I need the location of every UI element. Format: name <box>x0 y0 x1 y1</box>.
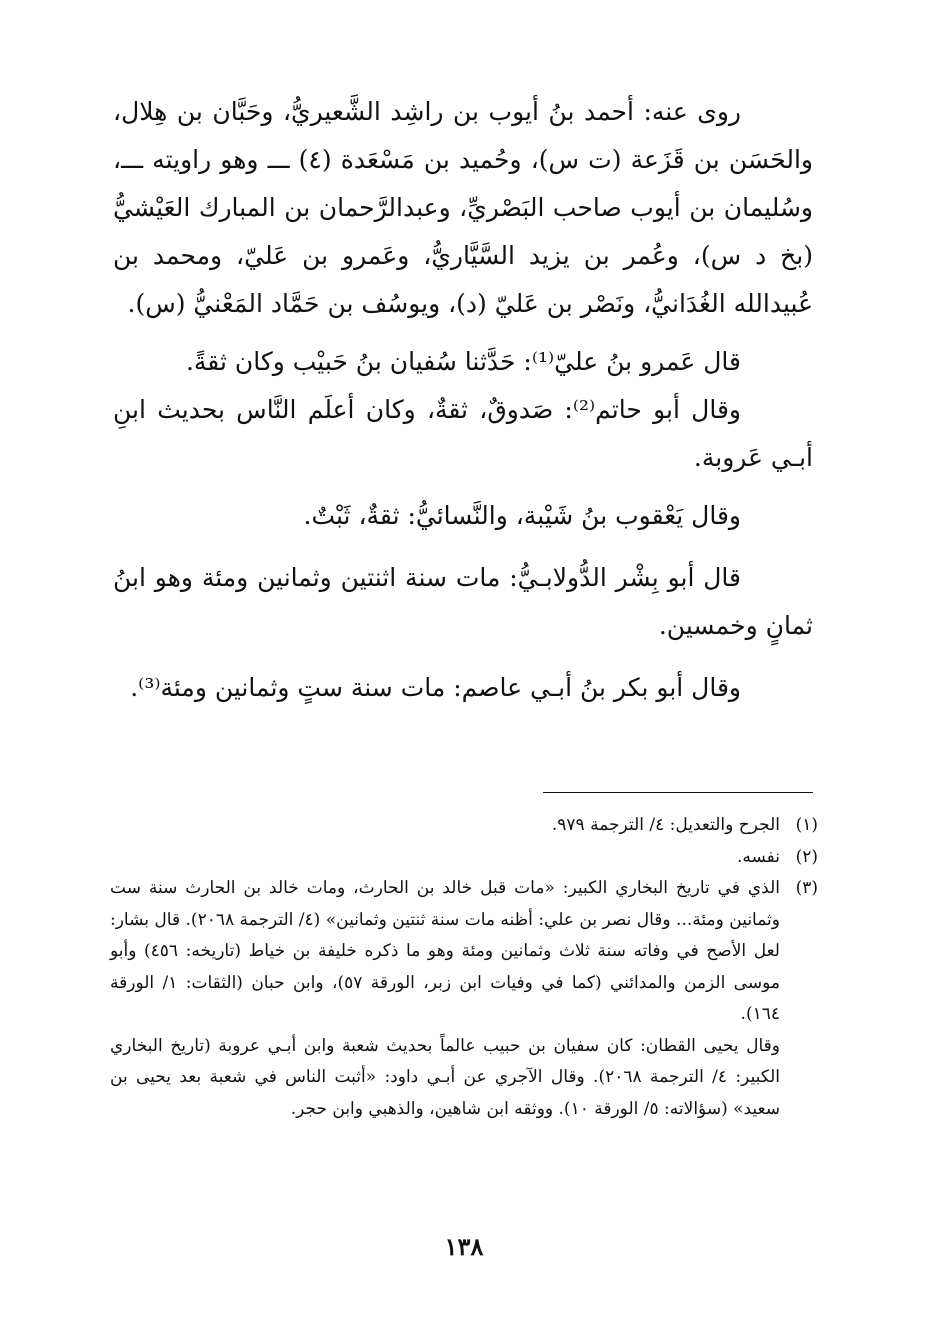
footnote-number: (١) <box>795 815 818 835</box>
footnote-3 <box>110 873 818 1031</box>
amr-quote-paragraph: قال عَمرو بنُ عليّ⁽¹⁾: حَدَّثنا سُفيان بنُ حَبيْب وكان ثقةً. <box>185 347 741 376</box>
main-text <box>113 88 813 712</box>
footnote-number: (٣) <box>795 878 818 898</box>
footnote-number: (٢) <box>795 846 818 867</box>
dulabi-quote-paragraph: قال أبو بِشْر الدُّولابـيُّ: مات سنة اثنتين وثمانين ومئة وهو ابنُ ثمانٍ وخمسين. <box>113 563 813 640</box>
yaqub-quote-paragraph: وقال يَعْقوب بنُ شَيْبة، والنَّسائيُّ: ثقةٌ، ثَبْتٌ. <box>303 501 741 530</box>
footnote-separator <box>543 792 813 793</box>
footnote-1 <box>110 810 818 842</box>
footnote-2 <box>110 842 818 874</box>
footnote-3-continuation: وقال يحيى القطان: كان سفيان بن حبيب عالماً بحديث شعبة وابن أبـي عروبة (تاريخ البخاري الكبير: ٤/ الترجمة ٢٠٦٨). وقال الآجري عن أبـي داود: «أثبت الناس في شعبة بعد يحيى بن سعيد» (سؤالاته: ٥/ الورقة ١٠). ووثقه ابن شاهين، والذهبي وابن حجر. <box>110 1035 781 1119</box>
footnote-text: الذي في تاريخ البخاري الكبير: «مات قبل خالد بن الحارث، ومات خالد بن الحارث سنة ست وثمانين ومئة... وقال نصر بن علي: أظنه مات سنة ثنتين وثمانين» (٤/ الترجمة ٢٠٦٨). قال بشار: لعل الأصح في وفاته سنة ثلاث وثمانين ومئة وهو ما ذكره خليفة بن خياط (تاريخه: ٤٥٦) وأبو موسى الزمن والمدائني (كما في وفيات ابن زبر، الورقة ٥٧)، وابن حبان (الثقات: ١/ الورقة ١٦٤). <box>110 878 781 1024</box>
narrators-paragraph: روى عنه: أحمد بنُ أيوب بن راشِد الشَّعيريُّ، وحَبَّان بن هِلال، والحَسَن بن قَزَعة (ت س)، وحُميد بن مَسْعَدة (٤) ـــ وهو راويته ـــ، وسُليمان بن أيوب صاحب البَصْريِّ، وعبدالرَّحمان بن المبارك العَيْشيُّ (بخ د س)، وعُمر بن يزيد السَّيَّاريُّ، وعَمرو بن عَليّ، ومحمد بن عُبيدالله الغُدَانيُّ، ونَصْر بن عَليّ (د)، ويوسُف بن حَمَّاد المَعْنيُّ (س). <box>113 97 813 318</box>
footnotes <box>110 810 818 1125</box>
page-number: ١٣٨ <box>444 1232 484 1261</box>
abu-hatim-quote-paragraph: وقال أبو حاتم⁽²⁾: صَدوقٌ، ثقةٌ، وكان أعلَم النَّاس بحديث ابنِ أبـي عَروبة. <box>113 395 813 472</box>
footnote-text: نفسه. <box>736 846 780 867</box>
abu-bakr-quote-paragraph: وقال أبو بكر بنُ أبـي عاصم: مات سنة ستٍ وثمانين ومئة⁽³⁾. <box>130 673 741 702</box>
footnote-text: الجرح والتعديل: ٤/ الترجمة ٩٧٩. <box>551 815 780 835</box>
